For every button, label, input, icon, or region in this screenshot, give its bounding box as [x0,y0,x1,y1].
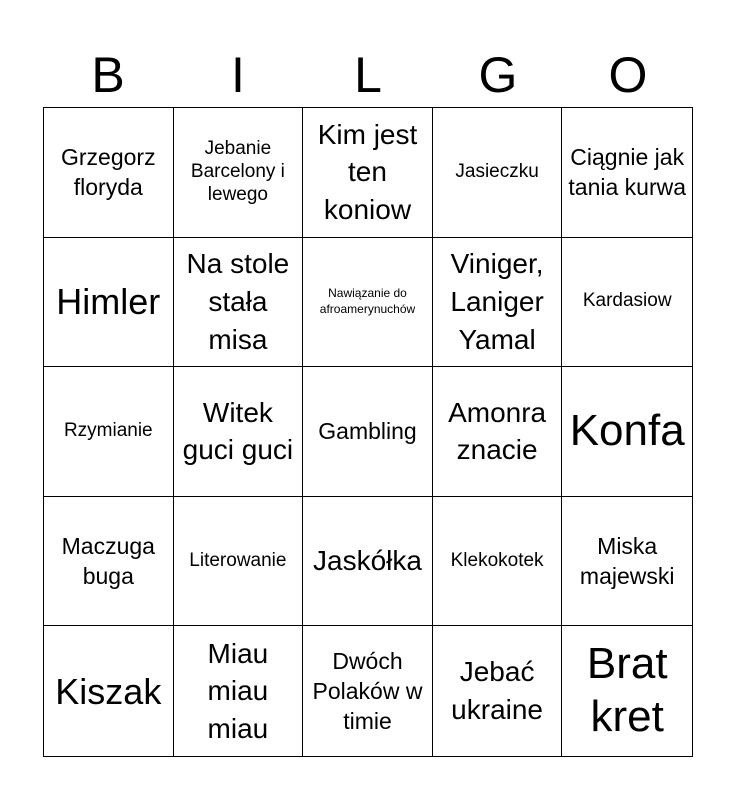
bingo-cell[interactable] [44,626,174,756]
cell-text: Jebanie Barcelony i lewego [190,138,285,205]
cell-text: Nawiązanie do afroamerynuchów [319,286,416,316]
bingo-cell[interactable] [303,367,433,497]
cell-text: Miska majewski [579,532,675,590]
header-letter-o: O [608,47,648,103]
cell-text: Literowanie [189,549,287,571]
cell-text: Ciągnie jak tania kurwa [568,143,687,201]
bingo-cell[interactable] [174,108,304,238]
cell-text: Grzegorz floryda [61,143,156,201]
bingo-cell[interactable] [303,626,433,756]
bingo-cell[interactable] [303,497,433,627]
bingo-cell[interactable] [174,238,304,368]
cell-text: Dwóch Polaków w timie [312,647,423,735]
bingo-header [43,44,693,106]
cell-text: Miau miau miau [207,637,269,745]
header-letter-b: B [91,47,125,103]
header-letter-g: G [478,47,518,103]
bingo-board [43,107,693,757]
bingo-cell[interactable] [562,497,692,627]
header-letter-i: I [231,47,245,103]
cell-text: Rzymianie [63,420,153,442]
bingo-cell[interactable] [562,238,692,368]
bingo-cell[interactable] [44,367,174,497]
cell-text: Maczuga buga [61,532,155,590]
bingo-cell[interactable] [433,238,563,368]
cell-text: Brat kret [586,639,668,742]
bingo-cell[interactable] [562,367,692,497]
cell-text: Amonra znacie [448,396,547,466]
cell-text: Jaskółka [313,545,422,577]
cell-text: Witek guci guci [182,396,294,466]
bingo-cell[interactable] [433,367,563,497]
bingo-cell[interactable] [44,238,174,368]
cell-text: Kiszak [55,670,162,712]
cell-text: Klekokotek [450,549,544,571]
cell-text: Jebać ukraine [451,656,544,726]
cell-text: Konfa [569,406,685,456]
cell-text: Gambling [318,418,417,445]
bingo-cell[interactable] [303,108,433,238]
bingo-cell[interactable] [433,497,563,627]
header-letter-l: L [354,47,382,103]
bingo-cell[interactable] [303,238,433,368]
bingo-cell[interactable] [174,367,304,497]
cell-text: Jasieczku [455,160,539,182]
bingo-cell[interactable] [433,108,563,238]
bingo-cell[interactable] [174,626,304,756]
cell-text: Na stole stała misa [186,248,290,355]
cell-text: Kardasiow [582,290,672,312]
cell-text: Viniger, Laniger Yamal [450,248,544,355]
bingo-cell[interactable] [44,497,174,627]
cell-text: Kim jest ten koniow [317,118,418,226]
bingo-cell[interactable] [433,626,563,756]
bingo-cell[interactable] [44,108,174,238]
bingo-cell[interactable] [562,108,692,238]
cell-text: Himler [56,281,161,323]
bingo-cell[interactable] [562,626,692,756]
bingo-cell[interactable] [174,497,304,627]
